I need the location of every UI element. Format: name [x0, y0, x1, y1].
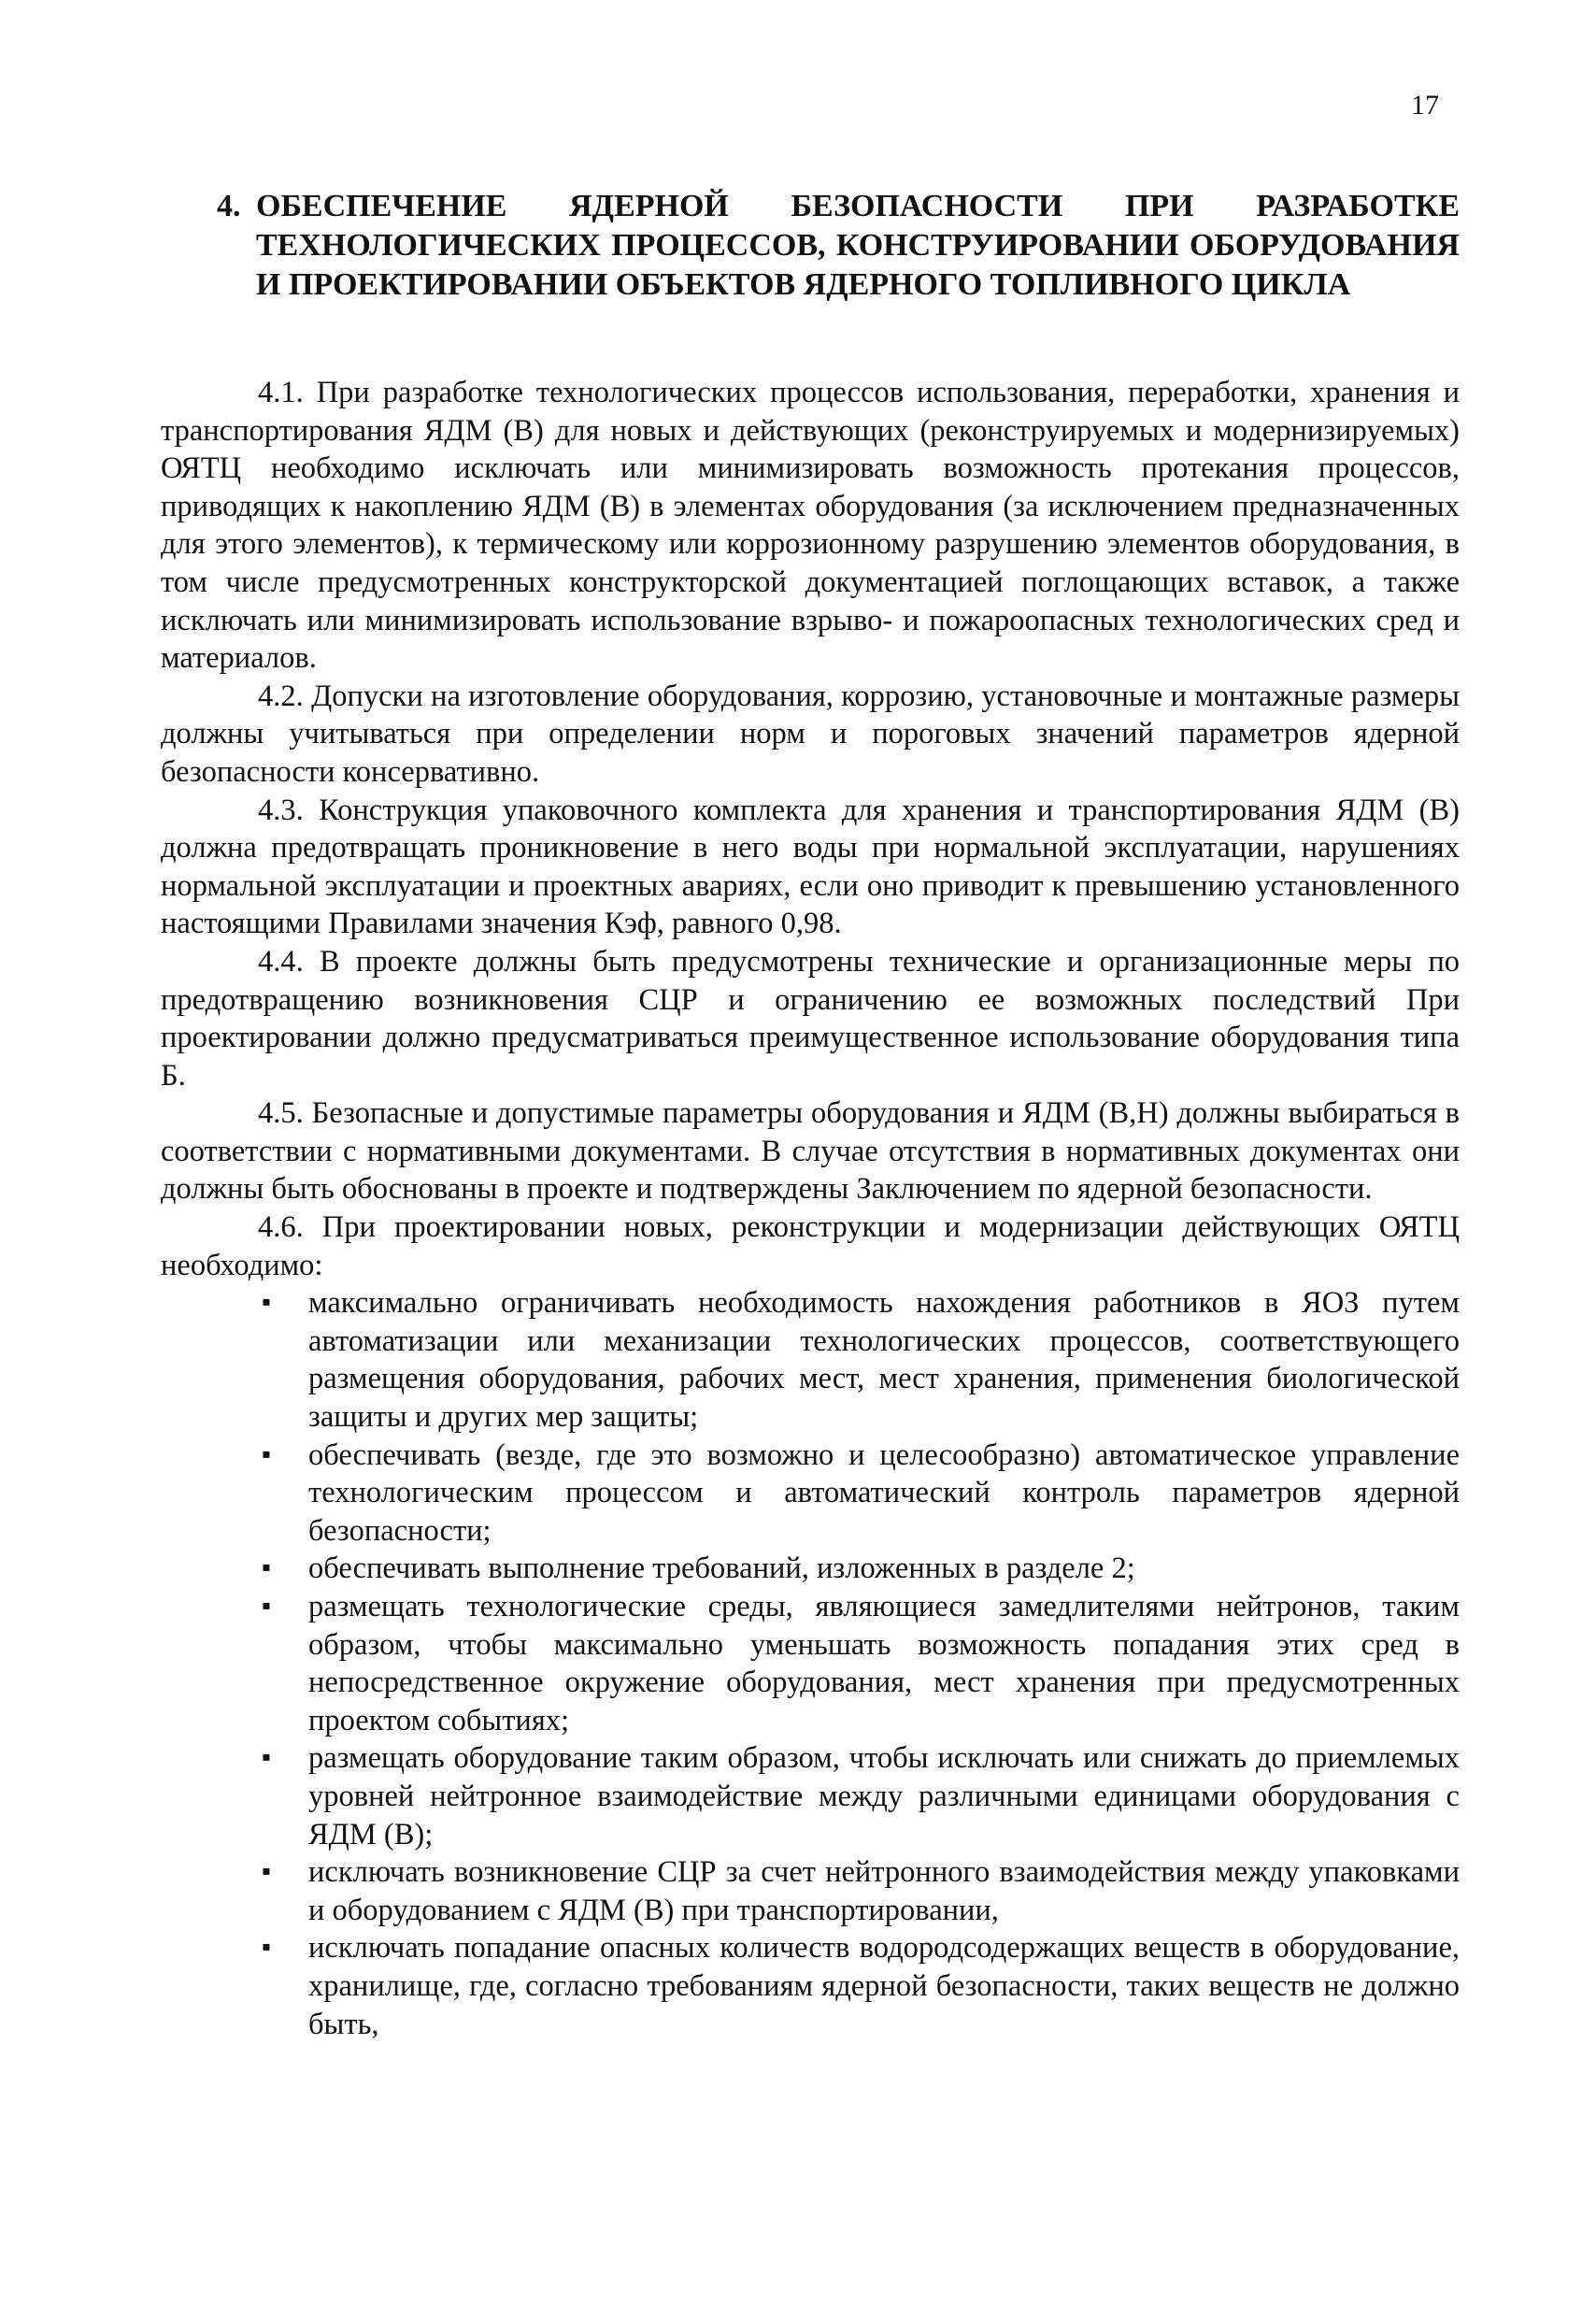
list-item: [161, 1437, 1460, 1551]
list-item-text: обеспечивать выполнение требований, изложенных в разделе 2;: [308, 1551, 1135, 1586]
bullet-icon: ▪: [262, 1553, 271, 1583]
list-item: [161, 1929, 1460, 2043]
paragraph-4-2: 4.2. Допуски на изготовление оборудования, коррозию, установочные и монтажные размеры должны учитываться при определении норм и пороговых значений параметров ядерной безопасности консервативно.: [161, 679, 1460, 789]
paragraph-4-4: 4.4. В проекте должны быть предусмотрены технические и организационные меры по предотвращению возникновения СЦР и ограничению ее возможных последствий При проектировании должно предусматриваться преимущественное использование оборудования типа Б.: [161, 944, 1460, 1093]
bullet-icon: ▪: [262, 1857, 271, 1887]
paragraph-4-3: 4.3. Конструкция упаковочного комплекта для хранения и транспортирования ЯДМ (В) должна предотвращать проникновение в него воды при нормальной эксплуатации, нарушениях нормальной эксплуатации и проектных авариях, если оно приводит к превышению установленного настоящими Правилами значения Кэф, равного 0,98.: [161, 793, 1460, 941]
bullet-icon: ▪: [262, 1933, 271, 1963]
list-item: [161, 1588, 1460, 1739]
document-body: [161, 374, 1460, 2043]
list-item: [161, 1284, 1460, 1436]
list-item-text: исключать попадание опасных количеств водородсодержащих веществ в оборудование, хранилище, где, согласно требованиям ядерной безопасности, таких веществ не должно быть,: [308, 1931, 1460, 2041]
requirements-list: [161, 1284, 1460, 2043]
paragraph-4-1: 4.1. При разработке технологических процессов использования, переработки, хранения и транспортирования ЯДМ (В) для новых и действующих (реконструируемых и модернизируемых) ОЯТЦ необходимо исключать или минимизировать возможность протекания процессов, приводящих к накоплению ЯДМ (В) в элементах оборудования (за исключением предназначенных для этого элементов), к термическому или коррозионному разрушению элементов оборудования, в том числе предусмотренных конструкторской документацией поглощающих вставок, а также исключать или минимизировать использование взрыво- и пожароопасных технологических сред и материалов.: [161, 376, 1460, 676]
section-heading: [217, 187, 1460, 305]
bullet-icon: ▪: [262, 1288, 271, 1318]
list-item: [161, 1550, 1460, 1588]
list-item-text: исключать возникновение СЦР за счет нейтронного взаимодействия между упаковками и оборудованием с ЯДМ (В) при транспортировании,: [308, 1855, 1460, 1927]
section-number: 4.: [217, 189, 241, 223]
bullet-icon: ▪: [262, 1743, 271, 1773]
paragraph-4-5: 4.5. Безопасные и допустимые параметры оборудования и ЯДМ (В,Н) должны выбираться в соответствии с нормативными документами. В случае отсутствия в нормативных документах они должны быть обоснованы в проекте и подтверждены Заключением по ядерной безопасности.: [161, 1096, 1460, 1207]
paragraph-4-6: 4.6. При проектировании новых, реконструкции и модернизации действующих ОЯТЦ необходимо:: [161, 1210, 1460, 1282]
list-item: [161, 1853, 1460, 1929]
section-title: ОБЕСПЕЧЕНИЕ ЯДЕРНОЙ БЕЗОПАСНОСТИ ПРИ РАЗРАБОТКЕ ТЕХНОЛОГИЧЕСКИХ ПРОЦЕССОВ, КОНСТРУИРОВАНИИ ОБОРУДОВАНИЯ И ПРОЕКТИРОВАНИИ ОБЪЕКТОВ ЯДЕРНОГО ТОПЛИВНОГО ЦИКЛА: [256, 189, 1460, 302]
list-item-text: максимально ограничивать необходимость нахождения работников в ЯОЗ путем автоматизации или механизации технологических процессов, соответствующего размещения оборудования, рабочих мест, мест хранения, применения биологической защиты и других мер защиты;: [308, 1286, 1460, 1435]
bullet-icon: ▪: [262, 1592, 271, 1621]
list-item-text: размещать технологические среды, являющиеся замедлителями нейтронов, таким образом, чтобы максимально уменьшать возможность попадания этих сред в непосредственное окружение оборудования, мест хранения при предусмотренных проектом событиях;: [308, 1590, 1460, 1737]
list-item-text: размещать оборудование таким образом, чтобы исключать или снижать до приемлемых уровней нейтронное взаимодействие между различными единицами оборудования с ЯДМ (В);: [308, 1741, 1460, 1852]
list-item: [161, 1739, 1460, 1853]
page-number: 17: [1411, 90, 1439, 121]
list-item-text: обеспечивать (везде, где это возможно и целесообразно) автоматическое управление технологическим процессом и автоматический контроль параметров ядерной безопасности;: [308, 1437, 1460, 1548]
bullet-icon: ▪: [262, 1439, 271, 1469]
